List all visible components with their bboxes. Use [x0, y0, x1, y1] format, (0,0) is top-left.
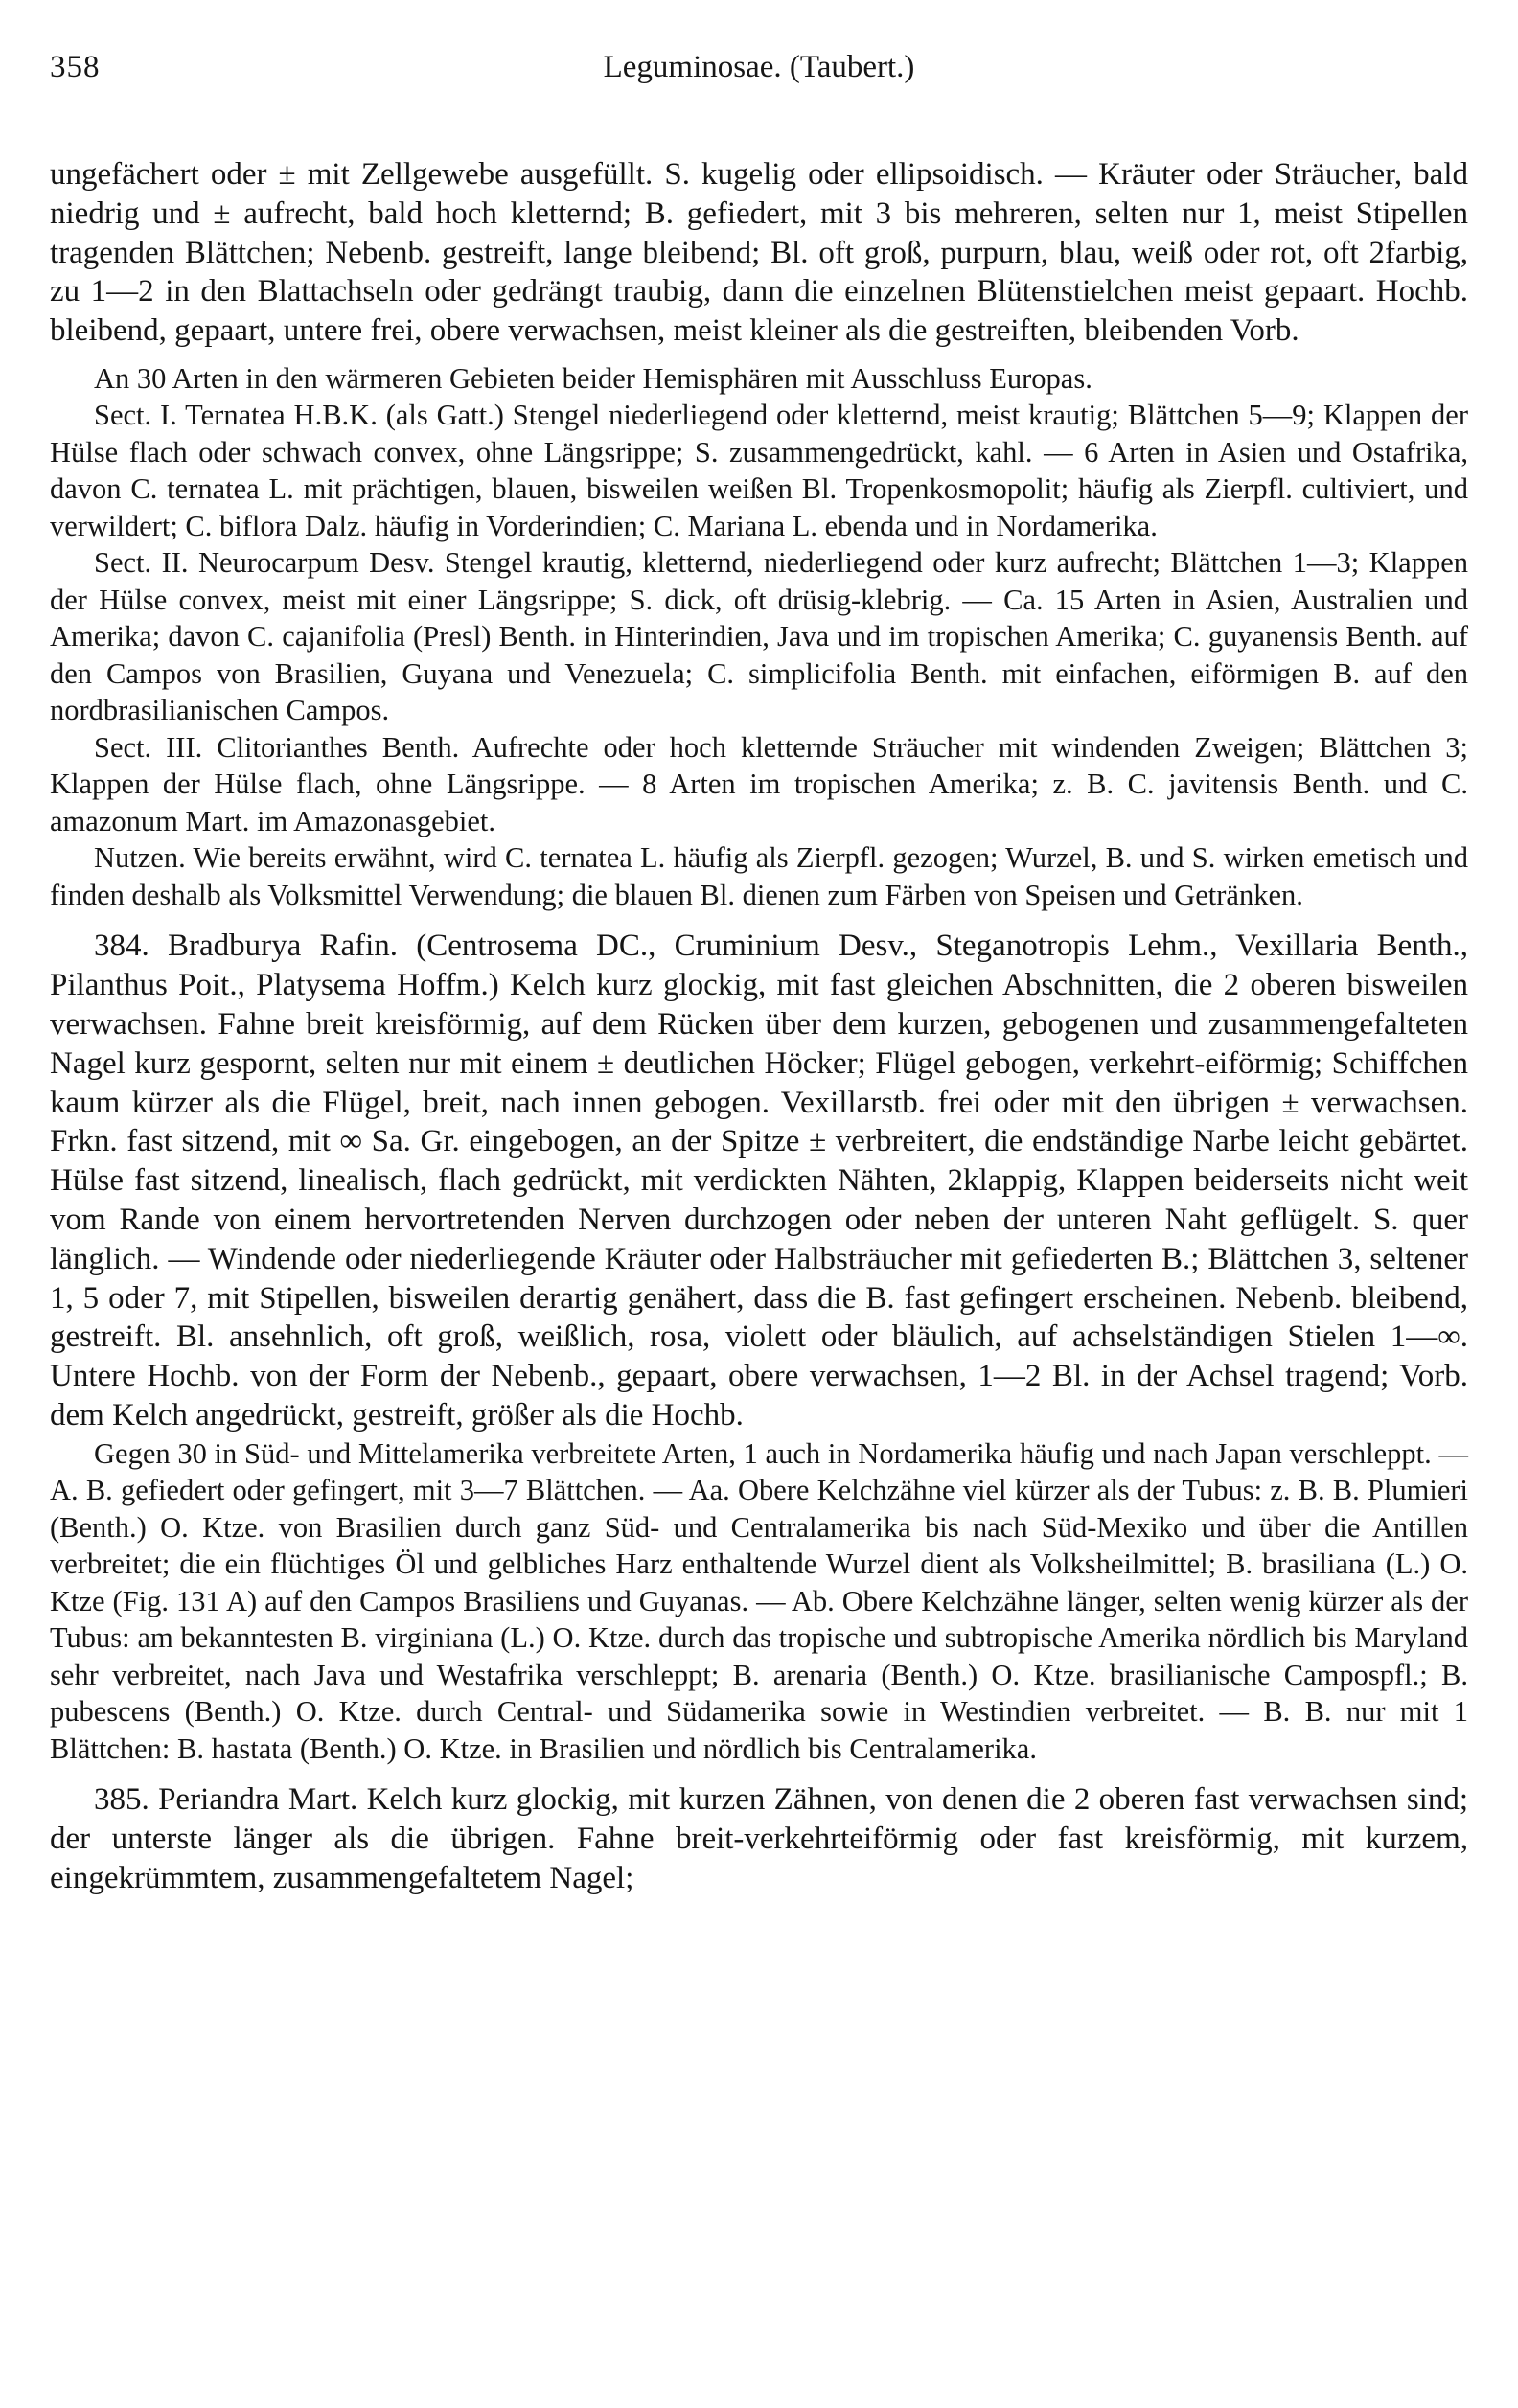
page-number: 358: [50, 50, 101, 84]
book-page: [50, 38, 1468, 1898]
paragraph-genus-bradburya: 384. Bradburya Rafin. (Centrosema DC., Cruminium Desv., Steganotropis Lehm., Vexillaria Benth., Pilanthus Poit., Platysema Hoffm.) Kelch kurz glockig, mit fast gleichen Abschnitten, die 2 oberen bisweilen verwachsen. Fahne breit kreisförmig, auf dem Rücken über dem kurzen, gebogenen und zusammengefalteten Nagel kurz gespornt, selten nur mit einem ± deutlichen Höcker; Flügel gebogen, verkehrt-eiförmig; Schiffchen kaum kürzer als die Flügel, breit, nach innen gebogen. Vexillarstb. frei oder mit den übrigen ± verwachsen. Frkn. fast sitzend, mit ∞ Sa. Gr. eingebogen, an der Spitze ± verbreitert, die endständige Narbe leicht gebärtet. Hülse fast sitzend, linealisch, flach gedrückt, mit verdickten Nähten, 2klappig, Klappen beiderseits nicht weit vom Rande von einem hervortretenden Nerven durchzogen oder neben der unteren Naht geflügelt. S. quer länglich. — Windende oder niederliegende Kräuter oder Halbsträucher mit gefiederten B.; Blättchen 3, seltener 1, 5 oder 7, mit Stipellen, bisweilen derartig genähert, dass die B. fast gefingert erscheinen. Nebenb. bleibend, gestreift. Bl. ansehnlich, oft groß, weißlich, rosa, violett oder bläulich, auf achselständigen Stielen 1—∞. Untere Hochb. von der Form der Nebenb., gepaart, obere verwachsen, 1—2 Bl. in der Achsel tragend; Vorb. dem Kelch angedrückt, gestreift, größer als die Hochb.: [50, 929, 1468, 1433]
paragraph-distribution-note: An 30 Arten in den wärmeren Gebieten beider Hemisphären mit Ausschluss Europas.: [94, 361, 1092, 395]
paragraph-section-ternatea: Sect. I. Ternatea H.B.K. (als Gatt.) Stengel niederliegend oder kletternd, meist krautig; Blättchen 5—9; Klappen der Hülse flach oder schwach convex, ohne Längsrippe; S. zusammengedrückt, kahl. — 6 Arten in Asien und Ostafrika, davon C. ternatea L. mit prächtigen, blauen, bisweilen weißen Bl. Tropenkosmopolit; häufig als Zierpfl. cultiviert, und verwildert; C. biflora Dalz. häufig in Vorderindien; C. Mariana L. ebenda und in Nordamerika.: [50, 399, 1468, 542]
paragraph-uses: Nutzen. Wie bereits erwähnt, wird C. ternatea L. häufig als Zierpfl. gezogen; Wurzel, B. und S. wirken emetisch und finden deshalb als Volksmittel Verwendung; die blauen Bl. dienen zum Färben von Speisen und Getränken.: [50, 841, 1468, 911]
paragraph-genus-periandra: 385. Periandra Mart. Kelch kurz glockig, mit kurzen Zähnen, von denen die 2 oberen fast verwachsen sind; der unterste länger als die übrigen. Fahne breit-verkehrteiförmig oder fast kreisförmig, mit kurzem, eingekrümmtem, zusammengefaltetem Nagel;: [50, 1782, 1468, 1895]
page-header: [50, 38, 1468, 96]
running-title: Leguminosae. (Taubert.): [603, 50, 915, 84]
paragraph-bradburya-species: Gegen 30 in Süd- und Mittelamerika verbreitete Arten, 1 auch in Nordamerika häufig und nach Japan verschleppt. — A. B. gefiedert oder gefingert, mit 3—7 Blättchen. — Aa. Obere Kelchzähne viel kürzer als der Tubus: z. B. B. Plumieri (Benth.) O. Ktze. von Brasilien durch ganz Süd- und Centralamerika bis nach Süd-Mexiko und über die Antillen verbreitet; die ein flüchtiges Öl und gelbliches Harz enthaltende Wurzel dient als Volksheilmittel; B. brasiliana (L.) O. Ktze (Fig. 131 A) auf den Campos Brasiliens und Guyanas. — Ab. Obere Kelchzähne länger, selten wenig kürzer als der Tubus: am bekanntesten B. virginiana (L.) O. Ktze. durch das tropische und subtropische Amerika nördlich bis Maryland sehr verbreitet, nach Java und Westafrika verschleppt; B. arenaria (Benth.) O. Ktze. brasilianische Campospfl.; B. pubescens (Benth.) O. Ktze. durch Central- und Südamerika sowie in Westindien verbreitet. — B. B. nur mit 1 Blättchen: B. hastata (Benth.) O. Ktze. in Brasilien und nördlich bis Centralamerika.: [50, 1436, 1468, 1765]
paragraph-section-neurocarpum: Sect. II. Neurocarpum Desv. Stengel krautig, kletternd, niederliegend oder kurz aufrecht; Blättchen 1—3; Klappen der Hülse convex, meist mit einer Längsrippe; S. dick, oft drüsig-klebrig. — Ca. 15 Arten in Asien, Australien und Amerika; davon C. cajanifolia (Presl) Benth. in Hinterindien, Java und im tropischen Amerika; C. guyanensis Benth. auf den Campos von Brasilien, Guyana und Venezuela; C. simplicifolia Benth. mit einfachen, eiförmigen B. auf den nordbrasilianischen Campos.: [50, 546, 1468, 727]
page-body: [50, 155, 1468, 1898]
paragraph-section-clitorianthes: Sect. III. Clitorianthes Benth. Aufrechte oder hoch kletternde Sträucher mit windenden Zweigen; Blättchen 3; Klappen der Hülse flach, ohne Längsrippe. — 8 Arten im tropischen Amerika; z. B. C. javitensis Benth. und C. amazonum Mart. im Amazonasgebiet.: [50, 730, 1468, 837]
paragraph-clitoria-description-end: ungefächert oder ± mit Zellgewebe ausgefüllt. S. kugelig oder ellipsoidisch. — Kräuter oder Sträucher, bald niedrig und ± aufrecht, bald hoch kletternd; B. gefiedert, mit 3 bis mehreren, selten nur 1, meist Stipellen tragenden Blättchen; Nebenb. gestreift, lange bleibend; Bl. oft groß, purpurn, blau, weiß oder rot, oft 2farbig, zu 1—2 in den Blattachseln oder gedrängt traubig, dann die einzelnen Blütenstielchen meist gepaart. Hochb. bleibend, gepaart, untere frei, obere verwachsen, meist kleiner als die gestreiften, bleibenden Vorb.: [50, 157, 1468, 349]
